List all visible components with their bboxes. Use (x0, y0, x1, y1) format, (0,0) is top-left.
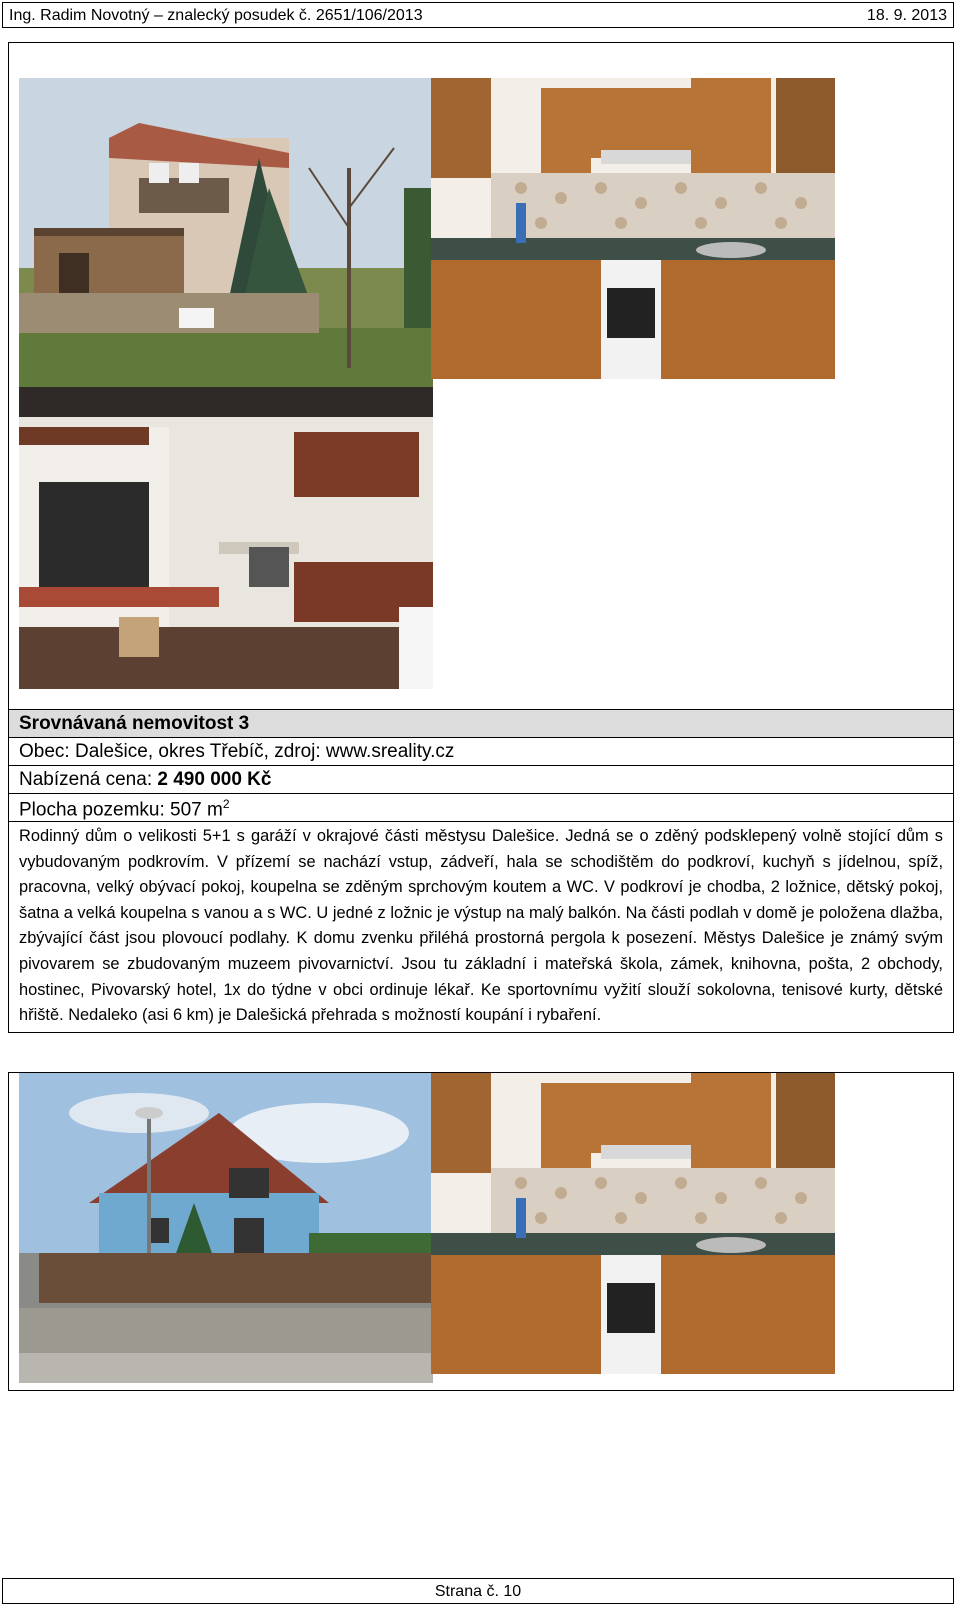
property-info-table (8, 709, 954, 1033)
property-title: Srovnávaná nemovitost 3 (9, 710, 953, 738)
property-price-value: 2 490 000 Kč (157, 769, 272, 790)
header-document-title: Ing. Radim Novotný – znalecký posudek č. 2651/106/2013 (9, 7, 423, 24)
photo-interior-fireplace (19, 387, 433, 689)
photo-blue-house (19, 1073, 433, 1383)
page-footer (2, 1578, 954, 1604)
property-location: Obec: Dalešice, okres Třebíč, zdroj: www.sreality.cz (9, 738, 953, 766)
photo-house-exterior (19, 78, 433, 389)
property-area-label: Plocha pozemku: 507 m (19, 799, 223, 821)
property-area-row (9, 794, 953, 822)
property-price-row (9, 766, 953, 794)
property-price-label: Nabízená cena: (19, 769, 158, 790)
photo-kitchen-repeat (431, 1073, 835, 1374)
photo-box-top (8, 42, 954, 713)
photo-box-bottom (8, 1072, 954, 1391)
page-number: Strana č. 10 (434, 1583, 522, 1600)
property-description: Rodinný dům o velikosti 5+1 s garáží v okrajové části městysu Dalešice. Jedná se o zděný podsklepený volně stojící dům s vybudovaným podkrovím. V přízemí se nachází vstup, zádveří, hala se schodištěm do podkroví, kuchyň s jídelnou, spíž, pracovna, velký obývací pokoj, koupelna se zděným sprchovým koutem a WC. V podkroví je chodba, 2 ložnice, dětský pokoj, šatna a velká koupelna s vanou a s WC. U jedné z ložnic je výstup na malý balkón. Na části podlah v domě je položena dlažba, zbývající část jsou plovoucí podlahy. K domu zvenku přiléhá prostorná pergola k posezení. Městys Dalešice je známý svým pivovarem se zbudovaným muzeem pivovarnictví. Jsou tu základní i mateřská škola, zámek, knihovna, pošta, 2 obchody, hostinec, Pivovarský hotel, 1x do týdne v obci ordinuje lékař. Ke sportovnímu vyžití slouží sokolovna, tenisové kurty, dětské hřiště. Nedaleko (asi 6 km) je Dalešická přehrada s možností koupání i rybaření. (19, 827, 943, 1025)
page-header (2, 2, 954, 28)
header-date: 18. 9. 2013 (866, 7, 947, 24)
property-area-superscript: 2 (222, 797, 230, 811)
photo-kitchen (431, 78, 835, 379)
